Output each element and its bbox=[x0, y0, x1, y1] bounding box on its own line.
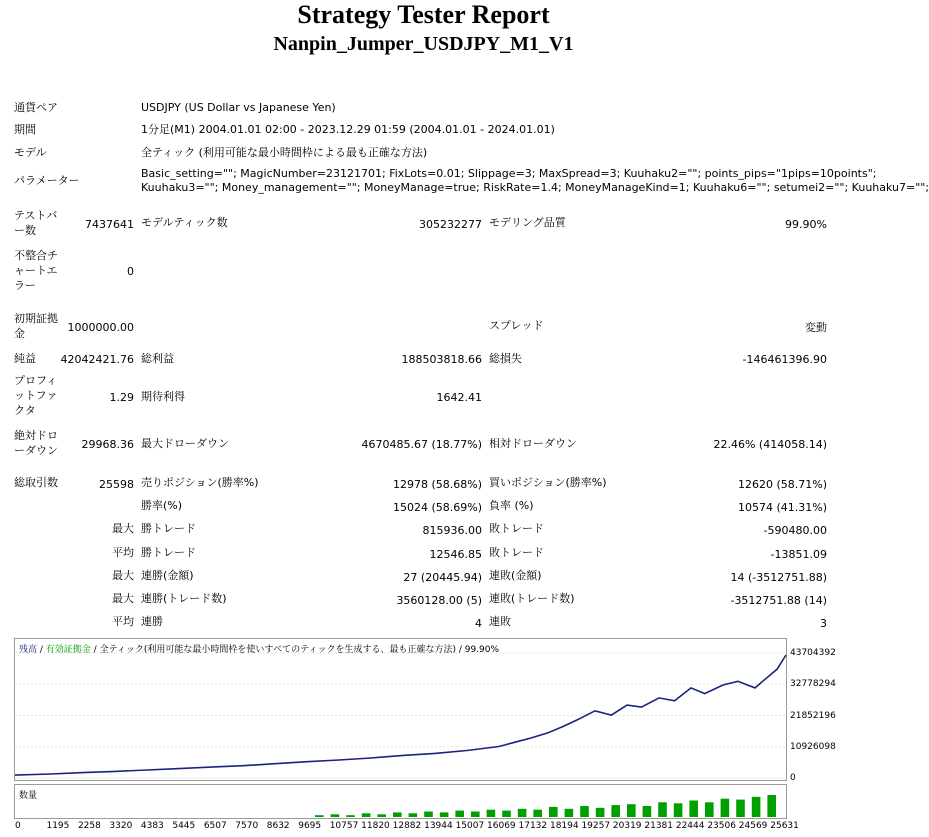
x-tick-label: 1195 bbox=[46, 821, 70, 831]
x-tick-label: 10757 bbox=[329, 821, 359, 831]
net-profit-label: 純益 bbox=[14, 352, 36, 365]
x-tick-label: 13944 bbox=[424, 821, 453, 831]
volume-bar bbox=[440, 812, 449, 817]
bars-value: 7437641 bbox=[85, 218, 134, 231]
volume-bar bbox=[705, 802, 714, 817]
avg-row-label: 平均 bbox=[112, 546, 134, 559]
avg-cons-wins-label: 連勝 bbox=[141, 615, 163, 628]
max-drawdown-label: 最大ドローダウン bbox=[141, 437, 229, 450]
balance-chart-plot bbox=[15, 639, 786, 780]
mismatch-label: 不整合チ ャートエ ラー bbox=[14, 249, 58, 292]
parameters-value-line1: Basic_setting=""; MagicNumber=23121701; FixLots=0.01; Slippage=3; MaxSpread=3; Kuuhaku2=""; points_pips="1pips=10points"; bbox=[141, 167, 877, 180]
max-drawdown-value: 4670485.67 (18.77%) bbox=[361, 438, 482, 451]
x-tick-label: 4383 bbox=[140, 821, 164, 831]
volume-bar bbox=[518, 809, 527, 817]
max-consecutive-amount-label: 最大 bbox=[112, 569, 134, 582]
quality-value: 99.90% bbox=[785, 218, 827, 231]
period-value: 1分足(M1) 2004.01.01 02:00 - 2023.12.29 01:59 (2004.01.01 - 2024.01.01) bbox=[141, 123, 555, 136]
cons-losses-amount-value: 14 (-3512751.88) bbox=[730, 571, 827, 584]
total-trades-label: 総取引数 bbox=[14, 476, 58, 489]
win-rate-label: 勝率(%) bbox=[141, 499, 183, 512]
legend-equity: 有効証拠金 bbox=[45, 645, 91, 655]
avg-loss-trade-label: 敗トレード bbox=[489, 546, 544, 559]
legend-description: 全ティック(利用可能な最小時間枠を使いすべてのティックを生成する、最も正確な方法) / 99.90% bbox=[99, 645, 500, 655]
gross-profit-value: 188503818.66 bbox=[401, 353, 482, 366]
avg-win-trade-label: 勝トレード bbox=[141, 546, 196, 559]
x-tick-label: 15007 bbox=[455, 821, 485, 831]
volume-bar bbox=[721, 799, 730, 817]
y-tick-label: 43704392 bbox=[790, 648, 836, 658]
x-tick-label: 7570 bbox=[235, 821, 259, 831]
total-trades-value: 25598 bbox=[99, 478, 134, 491]
cons-losses-count-label: 連敗(トレード数) bbox=[489, 592, 575, 605]
volume-bar bbox=[549, 807, 558, 817]
volume-chart bbox=[14, 784, 787, 819]
volume-bar bbox=[346, 815, 355, 817]
model-value: 全ティック (利用可能な最小時間枠による最も正確な方法) bbox=[141, 146, 428, 159]
long-positions-label: 買いポジション(勝率%) bbox=[489, 476, 607, 489]
win-rate-value: 15024 (58.69%) bbox=[392, 501, 482, 514]
x-tick-label: 18194 bbox=[549, 821, 579, 831]
symbol-value: USDJPY (US Dollar vs Japanese Yen) bbox=[141, 101, 336, 114]
x-tick-label: 6507 bbox=[203, 821, 227, 831]
spread-label: スプレッド bbox=[489, 319, 544, 332]
cons-wins-amount-value: 27 (20445.94) bbox=[403, 571, 482, 584]
loss-rate-label: 負率 (%) bbox=[489, 499, 534, 512]
ticks-label: モデルティック数 bbox=[141, 216, 228, 229]
legend-balance: 残高 bbox=[19, 645, 38, 655]
model-label: モデル bbox=[14, 146, 47, 159]
volume-bar bbox=[487, 810, 496, 817]
volume-bar bbox=[580, 806, 589, 817]
x-tick-label: 8632 bbox=[266, 821, 290, 831]
relative-drawdown-value: 22.46% (414058.14) bbox=[713, 438, 827, 451]
x-tick-label: 22444 bbox=[675, 821, 705, 831]
max-win-trade-label: 勝トレード bbox=[141, 522, 196, 535]
volume-bar bbox=[752, 797, 761, 817]
x-tick-label: 12882 bbox=[392, 821, 422, 831]
gross-profit-label: 総利益 bbox=[141, 352, 174, 365]
x-tick-label: 25631 bbox=[770, 821, 799, 831]
deposit-value: 1000000.00 bbox=[67, 321, 134, 334]
loss-rate-value: 10574 (41.31%) bbox=[737, 501, 827, 514]
max-loss-trade-value: -590480.00 bbox=[763, 524, 827, 537]
volume-bar bbox=[315, 815, 324, 817]
volume-bar bbox=[409, 813, 418, 817]
volume-bar bbox=[377, 814, 386, 817]
parameters-value-line2: Kuuhaku3=""; Money_management=""; MoneyManage=true; RiskRate=1.4; MoneyManageKind=1; Kuuhaku6=""; setumei2=""; Kuuhaku7=""; bbox=[141, 181, 929, 194]
expected-payoff-value: 1642.41 bbox=[436, 391, 482, 404]
profit-factor-label: プロフィ ットファ クタ bbox=[14, 374, 58, 417]
volume-bar bbox=[424, 812, 433, 818]
net-profit-value: 42042421.76 bbox=[60, 353, 134, 366]
quality-label: モデリング品質 bbox=[489, 216, 566, 229]
period-label: 期間 bbox=[14, 123, 36, 136]
volume-chart-plot bbox=[15, 785, 786, 818]
volume-bar bbox=[611, 805, 620, 817]
long-positions-value: 12620 (58.71%) bbox=[737, 478, 827, 491]
cons-wins-count-value: 3560128.00 (5) bbox=[396, 594, 482, 607]
volume-bar bbox=[502, 811, 511, 817]
deposit-label: 初期証拠 金 bbox=[14, 312, 58, 340]
short-positions-label: 売りポジション(勝率%) bbox=[141, 476, 259, 489]
x-tick-label: 11820 bbox=[361, 821, 390, 831]
max-consecutive-count-label: 最大 bbox=[112, 592, 134, 605]
volume-bar bbox=[331, 814, 340, 817]
x-tick-label: 5445 bbox=[172, 821, 196, 831]
gross-loss-label: 総損失 bbox=[489, 352, 522, 365]
cons-wins-count-label: 連勝(トレード数) bbox=[141, 592, 227, 605]
volume-bar bbox=[736, 800, 745, 817]
cons-losses-amount-label: 連敗(金額) bbox=[489, 569, 542, 582]
avg-consecutive-label: 平均 bbox=[112, 615, 134, 628]
x-tick-label: 3320 bbox=[109, 821, 133, 831]
max-loss-trade-label: 敗トレード bbox=[489, 522, 544, 535]
y-tick-label: 10926098 bbox=[790, 741, 836, 752]
avg-loss-trade-value: -13851.09 bbox=[770, 548, 827, 561]
avg-win-trade-value: 12546.85 bbox=[429, 548, 482, 561]
x-tick-label: 9695 bbox=[298, 821, 322, 831]
symbol-label: 通貨ペア bbox=[14, 101, 58, 114]
avg-cons-losses-label: 連敗 bbox=[489, 615, 511, 628]
chart-legend: 残高 / 有効証拠金 / 全ティック(利用可能な最小時間枠を使いすべてのティックを生成する、最も正確な方法) / 99.90% bbox=[19, 645, 500, 655]
relative-drawdown-label: 相対ドローダウン bbox=[489, 437, 577, 450]
ticks-value: 305232277 bbox=[419, 218, 482, 231]
volume-bar bbox=[658, 802, 667, 817]
x-tick-label: 19257 bbox=[581, 821, 611, 831]
x-tick-label: 20319 bbox=[612, 821, 642, 831]
volume-bar bbox=[471, 812, 480, 818]
volume-bar bbox=[627, 804, 636, 817]
cons-wins-amount-label: 連勝(金額) bbox=[141, 569, 194, 582]
x-tick-label: 2258 bbox=[77, 821, 101, 831]
volume-bar bbox=[689, 801, 698, 818]
avg-cons-losses-value: 3 bbox=[820, 617, 827, 630]
volume-bar bbox=[393, 812, 402, 817]
absolute-drawdown-value: 29968.36 bbox=[81, 438, 134, 451]
x-tick-label: 16069 bbox=[487, 821, 516, 831]
volume-bar bbox=[767, 795, 776, 817]
cons-losses-count-value: -3512751.88 (14) bbox=[730, 594, 827, 607]
max-win-trade-value: 815936.00 bbox=[422, 524, 482, 537]
x-tick-label: 24569 bbox=[738, 821, 768, 831]
volume-bar bbox=[674, 803, 683, 817]
y-tick-label: 21852196 bbox=[790, 710, 836, 721]
expected-payoff-label: 期待利得 bbox=[141, 390, 185, 403]
x-tick-label: 0 bbox=[15, 821, 21, 831]
y-tick-label: 0 bbox=[790, 773, 796, 783]
volume-bar bbox=[533, 810, 542, 817]
report-subtitle: Nanpin_Jumper_USDJPY_M1_V1 bbox=[273, 33, 574, 55]
y-tick-label: 32778294 bbox=[790, 679, 836, 690]
volume-bar bbox=[596, 808, 605, 817]
x-tick-label: 23506 bbox=[707, 821, 736, 831]
avg-cons-wins-value: 4 bbox=[475, 617, 482, 630]
max-row-label: 最大 bbox=[112, 522, 134, 535]
volume-bar bbox=[643, 806, 652, 817]
volume-label: 数量 bbox=[19, 791, 38, 801]
x-tick-label: 17132 bbox=[518, 821, 548, 831]
volume-bar bbox=[362, 813, 371, 817]
balance-chart bbox=[14, 638, 787, 781]
parameters-label: パラメーター bbox=[14, 174, 80, 187]
short-positions-value: 12978 (58.68%) bbox=[392, 478, 482, 491]
volume-bar bbox=[455, 811, 464, 817]
x-tick-label: 21381 bbox=[644, 821, 674, 831]
spread-value: 変動 bbox=[805, 321, 827, 334]
profit-factor-value: 1.29 bbox=[109, 391, 134, 404]
gross-loss-value: -146461396.90 bbox=[742, 353, 827, 366]
bars-label: テストバ ー数 bbox=[14, 209, 58, 237]
absolute-drawdown-label: 絶対ドロ ーダウン bbox=[14, 429, 58, 457]
volume-bar bbox=[565, 809, 574, 817]
report-title: Strategy Tester Report bbox=[297, 0, 550, 29]
mismatch-value: 0 bbox=[127, 265, 134, 278]
